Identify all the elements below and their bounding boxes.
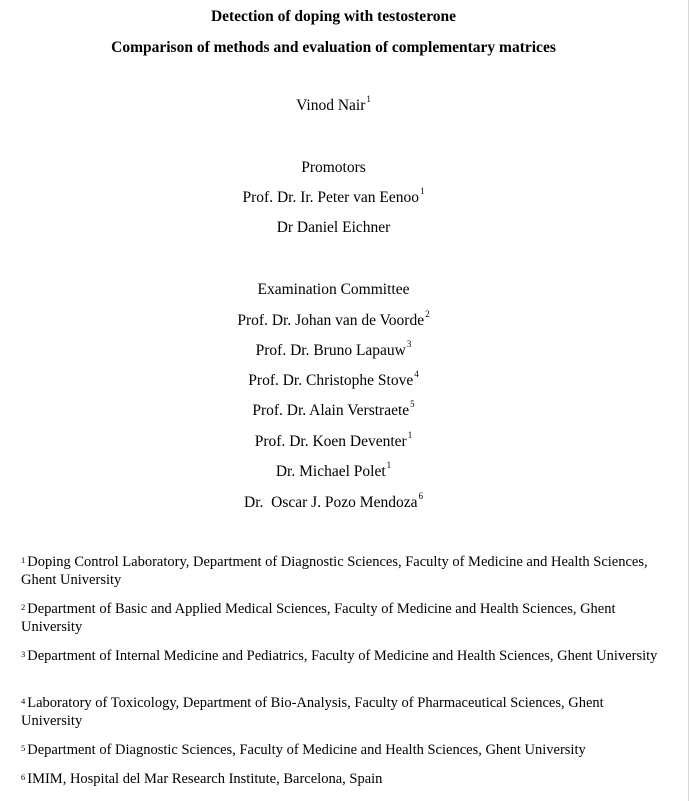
- committee-member-name: Prof. Dr. Christophe Stove: [248, 372, 414, 389]
- committee-member-ref: 6: [418, 491, 423, 501]
- promotor-item: [0, 186, 667, 207]
- committee-member-ref: 5: [410, 399, 415, 409]
- committee-heading: Examination Committee: [257, 281, 410, 298]
- committee-member: [0, 339, 667, 360]
- footnote-number: 6: [21, 772, 26, 782]
- promotors-heading: Promotors: [301, 159, 366, 176]
- footnote: [21, 553, 661, 589]
- author-ref: 1: [366, 94, 371, 104]
- footnote: [21, 647, 661, 665]
- footnote-number: 3: [21, 649, 26, 659]
- footnote-text: Department of Basic and Applied Medical Sciences, Faculty of Medicine and Health Sciences, Ghent University: [21, 601, 616, 635]
- committee-member-name: Prof. Dr. Alain Verstraete: [252, 402, 410, 419]
- committee-member: [0, 309, 667, 330]
- footnote-text: Department of Internal Medicine and Pediatrics, Faculty of Medicine and Health Sciences, Ghent University: [27, 648, 658, 664]
- promotor-item: [0, 219, 667, 237]
- document-subtitle: Comparison of methods and evaluation of complementary matrices: [111, 39, 556, 56]
- committee-member: [0, 399, 667, 420]
- committee-member-ref: 1: [386, 460, 392, 470]
- footnote-number: 2: [21, 602, 26, 612]
- author-name-text: Vinod Nair: [296, 97, 366, 114]
- committee-member-ref: 4: [414, 369, 419, 379]
- committee-member-name: Dr. Oscar J. Pozo Mendoza: [244, 494, 418, 511]
- footnote: [21, 741, 661, 759]
- footnote-text: Laboratory of Toxicology, Department of Bio-Analysis, Faculty of Pharmaceutical Sciences, Ghent University: [21, 695, 604, 729]
- footnote-text: Department of Diagnostic Sciences, Faculty of Medicine and Health Sciences, Ghent University: [27, 742, 586, 758]
- footnote-text: Doping Control Laboratory, Department of Diagnostic Sciences, Faculty of Medicine and Health Sciences, Ghent University: [21, 554, 648, 588]
- committee-member-ref: 3: [406, 339, 412, 349]
- committee-member-ref: 1: [407, 430, 413, 440]
- footnote-number: 5: [21, 743, 26, 753]
- footnote: [21, 694, 661, 730]
- committee-member-name: Dr. Michael Polet: [275, 463, 386, 480]
- footnote: [21, 600, 661, 636]
- committee-member: [0, 430, 667, 451]
- committee-member: [0, 491, 667, 512]
- author-name: [0, 94, 667, 115]
- committee-member-name: Prof. Dr. Johan van de Voorde: [237, 312, 425, 329]
- document-title: Detection of doping with testosterone: [210, 8, 457, 25]
- promotor-name: Prof. Dr. Ir. Peter van Eenoo: [242, 189, 419, 206]
- committee-member: [0, 460, 667, 481]
- footnote-text: IMIM, Hospital del Mar Research Institute, Barcelona, Spain: [27, 771, 383, 787]
- committee-member: [0, 369, 667, 390]
- footnote-number: 1: [21, 555, 26, 565]
- promotor-ref: 1: [420, 186, 425, 196]
- committee-member-name: Prof. Dr. Koen Deventer: [254, 433, 407, 450]
- footnote: [21, 770, 661, 788]
- footnote-number: 4: [21, 696, 26, 706]
- committee-member-ref: 2: [425, 309, 430, 319]
- committee-member-name: Prof. Dr. Bruno Lapauw: [255, 342, 406, 359]
- promotor-name: Dr Daniel Eichner: [276, 219, 391, 236]
